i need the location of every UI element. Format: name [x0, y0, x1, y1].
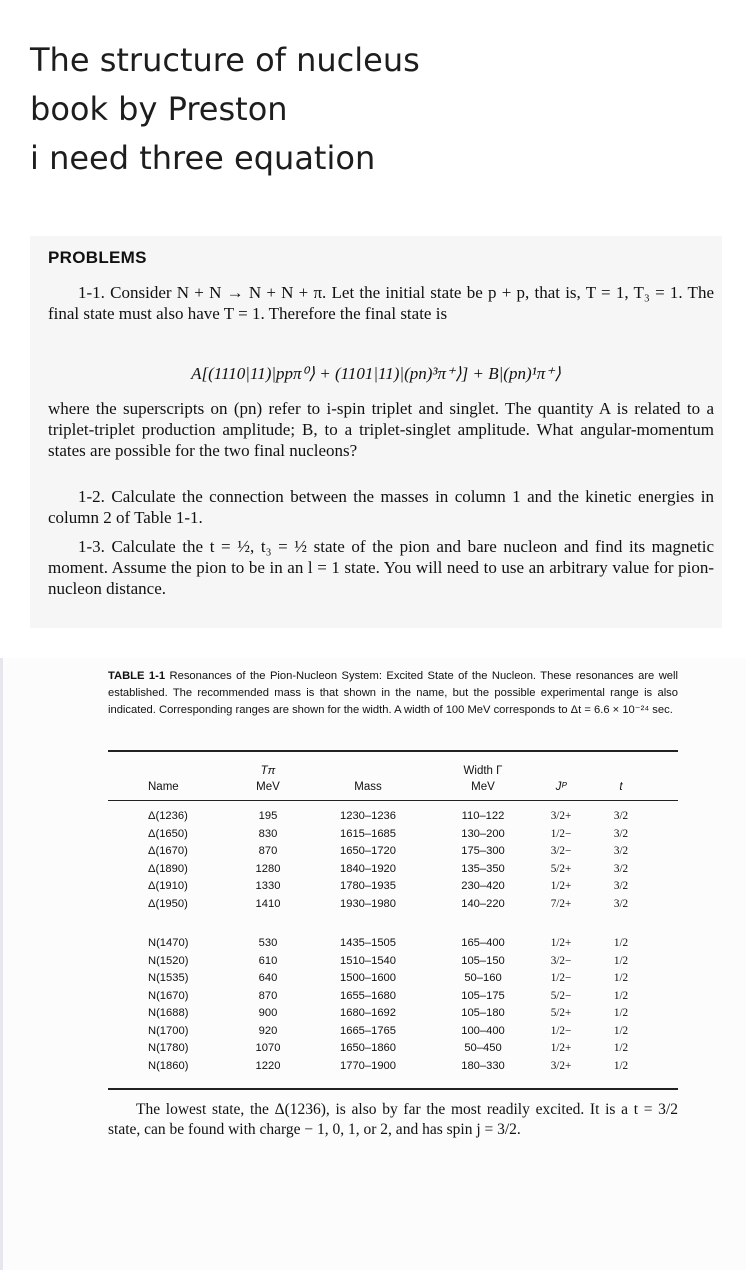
problem-1-1-equation: A[(1110|11)|ppπ⁰⟩ + (1101|11)|(pn)³π⁺⟩] + B|(pn)¹π⁺⟩ — [191, 364, 561, 383]
header-isospin: t — [619, 781, 623, 793]
row-name: N(1535) — [148, 972, 189, 984]
row-isospin: 1/2 — [613, 954, 629, 967]
row-name: N(1670) — [148, 989, 189, 1002]
table-row — [3, 1040, 746, 1058]
row-isospin: 1/2 — [613, 972, 629, 984]
row-jp: 1/2+ — [550, 880, 572, 892]
problem-1-2: 1-2. Calculate the connection between the masses in column 1 and the kinetic energies in column 2 of Table 1-1. — [48, 487, 714, 527]
row-width: 175–300 — [461, 845, 505, 857]
row-name: Δ(1890) — [148, 862, 188, 875]
table-footnote: The lowest state, the Δ(1236), is also by far the most readily excited. It is a t = 3/2 state, can be found with charge − 1, 0, 1, or 2, and has spin j = 3/2. — [108, 1101, 678, 1138]
row-isospin: 3/2 — [613, 810, 629, 822]
row-mass: 1650–1720 — [340, 845, 396, 857]
row-jp: 1/2+ — [550, 1042, 572, 1054]
row-width: 50–160 — [464, 972, 502, 984]
row-jp: 3/2− — [550, 954, 572, 967]
table-row — [3, 935, 746, 953]
table-image — [0, 658, 746, 1270]
problem-1-3: 1-3. Calculate the t = ½, t₃ = ½ state of the pion and bare nucleon and find its magnetic moment. Assume the pion to be in an l = 1 state. You will need to use an arbitrary value for pion-nucleon distance. — [48, 537, 714, 598]
row-isospin: 3/2 — [613, 845, 629, 857]
row-mass: 1435–1505 — [340, 937, 396, 949]
table-row — [3, 896, 746, 914]
row-t-pi: 610 — [258, 954, 278, 967]
row-width: 105–150 — [461, 954, 505, 967]
row-mass: 1770–1900 — [340, 1059, 396, 1072]
row-name: Δ(1236) — [148, 810, 188, 822]
table-label: TABLE 1-1 — [108, 670, 166, 682]
row-isospin: 3/2 — [613, 862, 629, 875]
row-width: 110–122 — [461, 810, 505, 822]
row-width: 230–420 — [461, 880, 505, 892]
row-t-pi: 1410 — [255, 897, 281, 910]
header-t-unit: MeV — [256, 781, 280, 793]
row-jp: 5/2+ — [550, 862, 572, 875]
row-t-pi: 900 — [258, 1007, 278, 1019]
row-width: 135–350 — [461, 862, 505, 875]
table-row — [3, 808, 746, 826]
problems-heading: PROBLEMS — [48, 248, 147, 267]
table-row — [3, 970, 746, 988]
row-name: N(1688) — [148, 1007, 189, 1019]
row-t-pi: 870 — [258, 845, 278, 857]
row-mass: 1615–1685 — [340, 827, 396, 840]
row-width: 50–450 — [464, 1042, 502, 1054]
row-t-pi: 530 — [258, 937, 278, 949]
row-mass: 1510–1540 — [340, 954, 396, 967]
row-t-pi: 920 — [258, 1024, 278, 1037]
row-isospin: 1/2 — [613, 1059, 629, 1072]
header-mass: Mass — [354, 781, 382, 793]
row-t-pi: 195 — [258, 810, 278, 822]
row-mass: 1650–1860 — [340, 1042, 396, 1054]
row-jp: 3/2+ — [550, 810, 572, 822]
row-mass: 1655–1680 — [340, 989, 396, 1002]
row-name: N(1780) — [148, 1042, 189, 1054]
row-name: Δ(1910) — [148, 880, 188, 892]
row-name: N(1860) — [148, 1059, 189, 1072]
row-isospin: 1/2 — [613, 989, 629, 1002]
row-t-pi: 870 — [258, 989, 278, 1002]
row-width: 180–330 — [461, 1059, 505, 1072]
row-mass: 1665–1765 — [340, 1024, 396, 1037]
header-jp: Jᴾ — [555, 781, 567, 793]
row-jp: 1/2− — [550, 1024, 572, 1037]
table-row — [3, 1058, 746, 1076]
table-row — [3, 878, 746, 896]
question-line: book by Preston — [30, 90, 288, 128]
row-isospin: 1/2 — [613, 1042, 629, 1054]
header-width-unit: MeV — [471, 781, 495, 793]
question-text — [30, 36, 710, 183]
row-name: Δ(1950) — [148, 897, 188, 910]
row-jp: 1/2− — [550, 972, 572, 984]
row-width: 105–180 — [461, 1007, 505, 1019]
row-mass: 1840–1920 — [340, 862, 396, 875]
row-isospin: 3/2 — [613, 880, 629, 892]
row-jp: 1/2+ — [550, 937, 572, 949]
header-width: Width Γ — [463, 765, 503, 777]
row-jp: 5/2+ — [550, 1007, 572, 1019]
row-name: Δ(1650) — [148, 827, 188, 840]
table-row — [3, 988, 746, 1006]
row-t-pi: 640 — [258, 972, 278, 984]
row-width: 130–200 — [461, 827, 505, 840]
table-caption — [108, 668, 678, 719]
row-mass: 1230–1236 — [340, 810, 396, 822]
table-bottom-rule — [108, 1088, 678, 1090]
question-line: The structure of nucleus — [30, 41, 420, 79]
problem-1-1-intro: 1-1. Consider N + N → N + N + π. Let the initial state be p + p, that is, T = 1, T₃ = 1. The final state must also have T = 1. Therefore the final state is — [48, 283, 714, 323]
row-name: N(1700) — [148, 1024, 189, 1037]
header-name: Name — [148, 781, 179, 793]
table-row — [3, 843, 746, 861]
row-jp: 5/2− — [550, 989, 572, 1002]
table-row — [3, 826, 746, 844]
row-name: N(1470) — [148, 937, 189, 949]
row-isospin: 1/2 — [613, 1024, 629, 1037]
row-isospin: 1/2 — [613, 1007, 629, 1019]
row-name: Δ(1670) — [148, 845, 188, 857]
problems-image — [30, 236, 722, 628]
row-t-pi: 1330 — [255, 880, 281, 892]
row-jp: 1/2− — [550, 827, 572, 840]
row-jp: 3/2− — [550, 845, 572, 857]
header-rule — [108, 800, 678, 801]
table-row — [3, 861, 746, 879]
header-t-pi: Tπ — [260, 765, 276, 777]
problem-1-1-rest: where the superscripts on (pn) refer to i-spin triplet and singlet. The quantity A is related to a triplet-triplet production amplitude; B, to a triplet-singlet amplitude. What angular-momentum states are possible for the two final nucleons? — [48, 399, 714, 460]
table-top-rule — [108, 750, 678, 752]
row-t-pi: 830 — [258, 827, 278, 840]
row-mass: 1780–1935 — [340, 880, 396, 892]
table-caption-text: Resonances of the Pion-Nucleon System: Excited State of the Nucleon. These resonances are well established. The recommended mass is that shown in the name, but the possible experimental range is also indicated. Corresponding ranges are shown for the width. A width of 100 MeV corresponds to Δt = 6.6 × 10⁻²⁴ sec. — [108, 670, 678, 716]
row-jp: 3/2+ — [550, 1059, 572, 1072]
question-line: i need three equation — [30, 139, 376, 177]
row-isospin: 3/2 — [613, 897, 629, 910]
table-row — [3, 1005, 746, 1023]
row-t-pi: 1280 — [255, 862, 281, 875]
row-width: 105–175 — [461, 989, 505, 1002]
row-mass: 1680–1692 — [340, 1007, 396, 1019]
row-width: 165–400 — [461, 937, 505, 949]
table-row — [3, 953, 746, 971]
row-name: N(1520) — [148, 954, 189, 967]
row-width: 140–220 — [461, 897, 505, 910]
row-jp: 7/2+ — [550, 897, 572, 910]
row-t-pi: 1220 — [255, 1059, 281, 1072]
row-isospin: 1/2 — [613, 937, 629, 949]
table-row — [3, 1023, 746, 1041]
row-mass: 1930–1980 — [340, 897, 396, 910]
row-width: 100–400 — [461, 1024, 505, 1037]
row-isospin: 3/2 — [613, 827, 629, 840]
row-mass: 1500–1600 — [340, 972, 396, 984]
row-t-pi: 1070 — [255, 1042, 281, 1054]
